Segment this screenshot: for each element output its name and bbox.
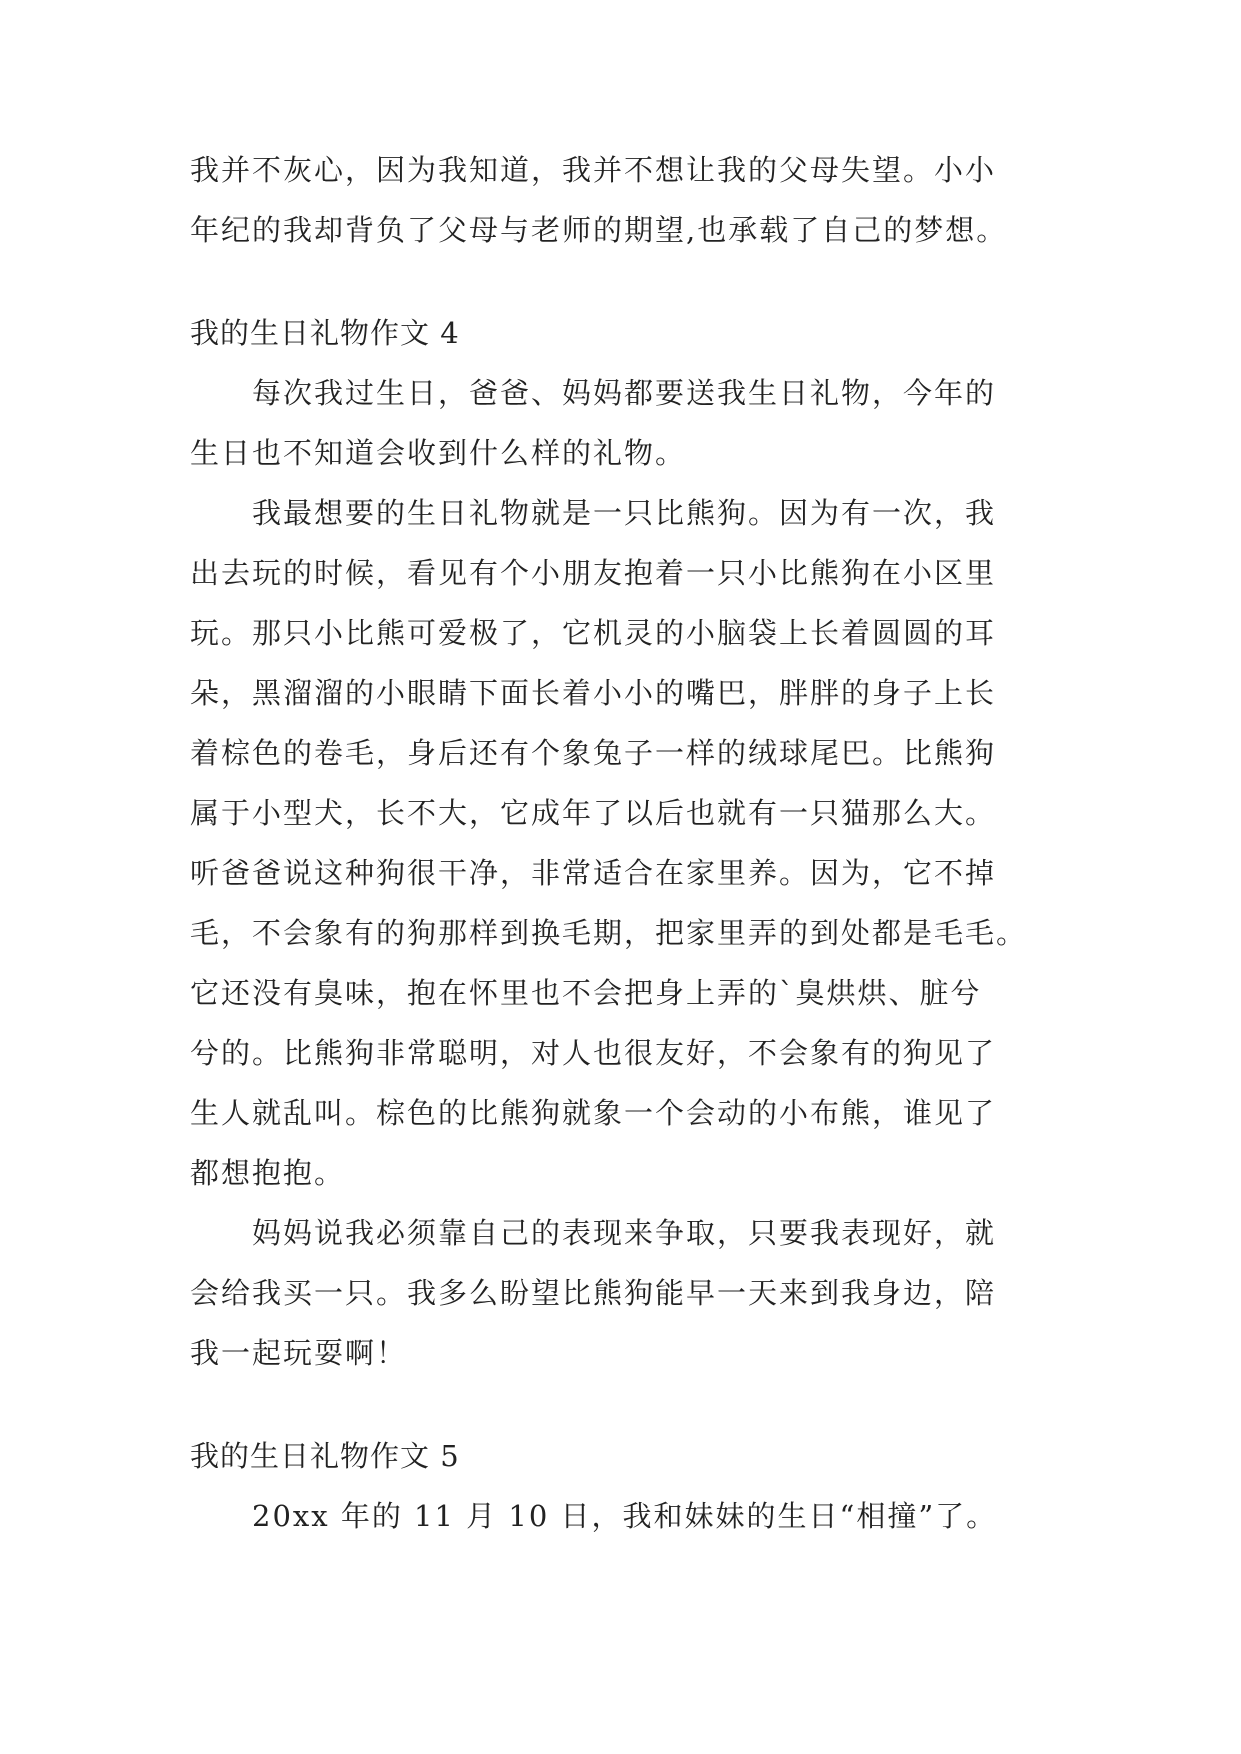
text-line: 生日也不知道会收到什么样的礼物。 <box>190 436 687 470</box>
text-line: 年纪的我却背负了父母与老师的期望,也承载了自己的梦想。 <box>190 213 1008 247</box>
text-line: 出去玩的时候，看见有个小朋友抱着一只小比熊狗在小区里 <box>190 556 997 590</box>
text-line: 朵，黑溜溜的小眼睛下面长着小小的嘴巴，胖胖的身子上长 <box>190 676 997 710</box>
text-line: 听爸爸说这种狗很干净，非常适合在家里养。因为，它不掉 <box>190 856 997 890</box>
text-line: 我并不灰心，因为我知道，我并不想让我的父母失望。小小 <box>190 153 997 187</box>
text-line: 毛，不会象有的狗那样到换毛期，把家里弄的到处都是毛毛。 <box>190 916 1028 950</box>
intro-paragraph <box>190 140 1070 260</box>
text-line: 会给我买一只。我多么盼望比熊狗能早一天来到我身边，陪 <box>190 1276 997 1310</box>
text-line: 妈妈说我必须靠自己的表现来争取，只要我表现好，就 <box>252 1216 997 1250</box>
text-line: 20xx 年的 11 月 10 日，我和妹妹的生日“相撞”了。 <box>252 1499 998 1533</box>
text-line: 它还没有臭味，抱在怀里也不会把身上弄的`臭烘烘、脏兮 <box>190 976 982 1010</box>
text-line: 都想抱抱。 <box>190 1156 346 1190</box>
essay-4-paragraph-1 <box>190 363 1070 483</box>
text-line: 每次我过生日，爸爸、妈妈都要送我生日礼物，今年的 <box>252 376 997 410</box>
text-line: 生人就乱叫。棕色的比熊狗就象一个会动的小布熊，谁见了 <box>190 1096 997 1130</box>
text-line: 我最想要的生日礼物就是一只比熊狗。因为有一次，我 <box>252 496 997 530</box>
essay-5-paragraph-1 <box>190 1486 1070 1546</box>
text-line: 着棕色的卷毛，身后还有个象兔子一样的绒球尾巴。比熊狗 <box>190 736 997 770</box>
essay-4-paragraph-3 <box>190 1203 1070 1383</box>
essay-4-paragraph-2 <box>190 483 1070 1203</box>
text-line: 我一起玩耍啊！ <box>190 1336 408 1370</box>
essay-4-title: 我的生日礼物作文 4 <box>190 316 460 350</box>
text-line: 属于小型犬，长不大，它成年了以后也就有一只猫那么大。 <box>190 796 997 830</box>
text-line: 兮的。比熊狗非常聪明，对人也很友好，不会象有的狗见了 <box>190 1036 997 1070</box>
essay-5-title: 我的生日礼物作文 5 <box>190 1439 460 1473</box>
text-line: 玩。那只小比熊可爱极了，它机灵的小脑袋上长着圆圆的耳 <box>190 616 997 650</box>
